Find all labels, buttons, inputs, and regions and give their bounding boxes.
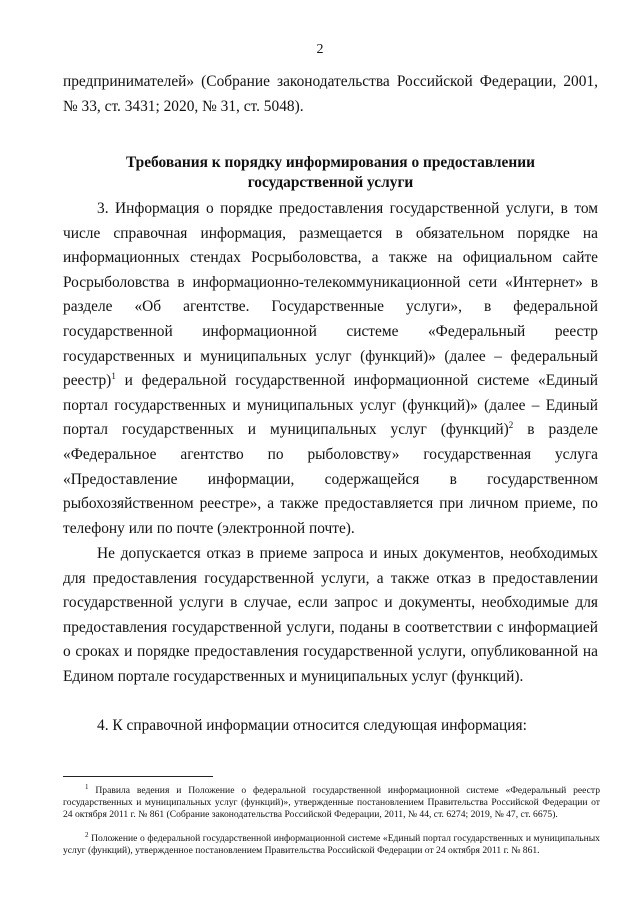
section-heading-line-1: Требования к порядку информирования о предоставлении	[125, 154, 535, 171]
section-heading-line-2: государственной услуги	[247, 174, 414, 191]
footnote-separator	[63, 776, 213, 777]
footnote-1-mark: 1	[85, 782, 89, 791]
footnote-ref-1: 1	[111, 371, 116, 382]
paragraph-refusal: Не допускается отказ в приеме запроса и иных документов, необходимых для предоставления государственной услуги, а также отказ в предоставлении государственной услуги в случае, если запрос и документы, необходимые для предоставления государственной услуги, поданы в соответствии с информацией о сроках и порядке предоставления государственной услуги, опубликованной на Едином портале государственных и муниципальных услуг (функций).	[63, 545, 598, 685]
section-heading	[63, 153, 598, 193]
footnote-2	[63, 830, 600, 857]
paragraph-3-part-3: в разделе «Федеральное агентство по рыболовству» государственная услуга «Предоставление информации, содержащейся в государственном рыбохозяйственном реестре», а также предоставляется при личном приеме, по телефону или по почте (электронной почте).	[63, 421, 598, 537]
paragraph-3-part-2: и федеральной государственной информационной системе «Единый портал государственных и муниципальных услуг (функций)» (далее – Единый портал государственных и муниципальных услуг (функций)	[63, 372, 598, 439]
page-number: 2	[316, 42, 324, 57]
footnote-2-text: Положение о федеральной государственной информационной системе «Единый портал государственных и муниципальных услуг (функций), утвержденное постановлением Правительства Российской Федерации от 24 октября 2011 г. № 861.	[63, 833, 600, 856]
footnote-2-mark: 2	[85, 830, 89, 839]
paragraph-3	[63, 197, 598, 541]
footnote-1-text: Правила ведения и Положение о федеральной государственной информационной системе «Федеральный реестр государственных и муниципальных услуг (функций)», утвержденные постановлением Правительства Российской Федерации от 24 октября 2011 г. № 861 (Собрание законодательства Российской Федерации, 2011, № 44, ст. 6274; 2019, № 47, ст. 6675).	[63, 785, 600, 820]
footnote-ref-2: 2	[508, 420, 514, 431]
paragraph-4: 4. К справочной информации относится следующая информация:	[97, 717, 527, 734]
footnote-1	[63, 782, 600, 820]
continuation-paragraph: предпринимателей» (Собрание законодательства Российской Федерации, 2001, № 33, ст. 3431; 2020, № 31, ст. 5048).	[63, 73, 598, 115]
paragraph-3-part-1: 3. Информация о порядке предоставления государственной услуги, в том числе справочная информация, размещается в обязательном порядке на информационных стендах Росрыболовства, а также на официальном сайте Росрыболовства в информационно-телекоммуникационной сети «Интернет» в разделе «Об агентстве. Государственные услуги», в федеральной государственной информационной системе «Федеральный реестр государственных и муниципальных услуг (функций)» (далее – федеральный реестр)	[63, 200, 598, 390]
